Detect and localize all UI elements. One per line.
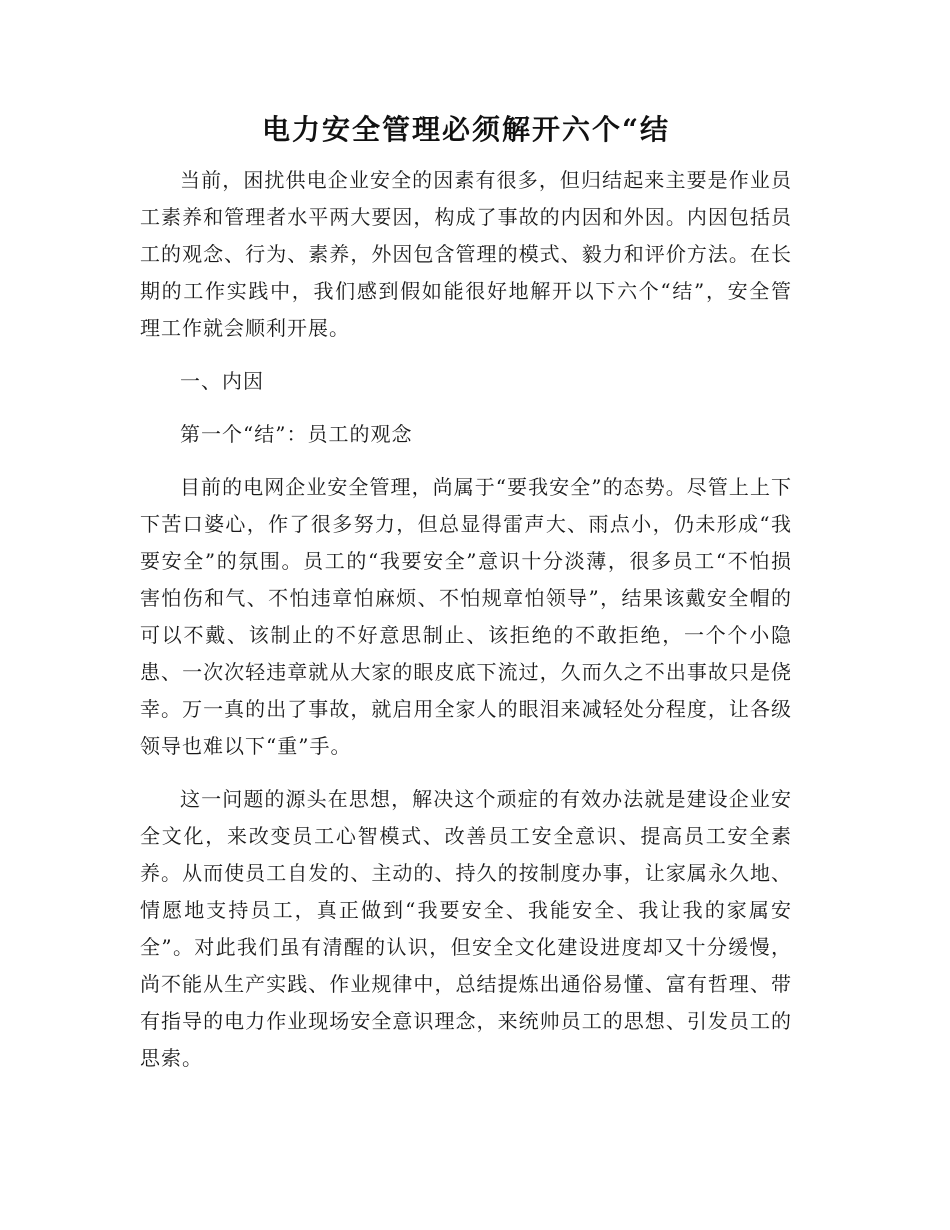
intro-paragraph: 当前，困扰供电企业安全的因素有很多，但归结起来主要是作业员工素养和管理者水平两大要因，构成了事故的内因和外因。内因包括员工的观念、行为、素养，外因包含管理的模式、毅力和评价方法。在长期的工作实践中，我们感到假如能很好地解开以下六个“结”，安全管理工作就会顺利开展。 <box>140 168 792 340</box>
section-heading: 一、内因 <box>180 369 264 393</box>
body-paragraph: 这一问题的源头在思想，解决这个顽症的有效办法就是建设企业安全文化，来改变员工心智模式、改善员工安全意识、提高员工安全素养。从而使员工自发的、主动的、持久的按制度办事，让家属永久地、情愿地支持员工，真正做到“我要安全、我能安全、我让我的家属安全”。对此我们虽有清醒的认识，但安全文化建设进度却又十分缓慢，尚不能从生产实践、作业规律中，总结提炼出通俗易懂、富有哲理、带有指导的电力作业现场安全意识理念，来统帅员工的思想、引发员工的思索。 <box>140 787 792 1070</box>
subheading: 第一个“结”：员工的观念 <box>180 422 413 446</box>
document-title: 电力安全管理必须解开六个“结 <box>261 113 671 146</box>
body-paragraph: 目前的电网企业安全管理，尚属于“要我安全”的态势。尽管上上下下苦口婆心，作了很多努力，但总显得雷声大、雨点小，仍未形成“我要安全”的氛围。员工的“我要安全”意识十分淡薄，很多员工“不怕损害怕伤和气、不怕违章怕麻烦、不怕规章怕领导”，结果该戴安全帽的可以不戴、该制止的不好意思制止、该拒绝的不敢拒绝，一个个小隐患、一次次轻违章就从大家的眼皮底下流过，久而久之不出事故只是侥幸。万一真的出了事故，就启用全家人的眼泪来减轻处分程度，让各级领导也难以下“重”手。 <box>140 475 792 758</box>
